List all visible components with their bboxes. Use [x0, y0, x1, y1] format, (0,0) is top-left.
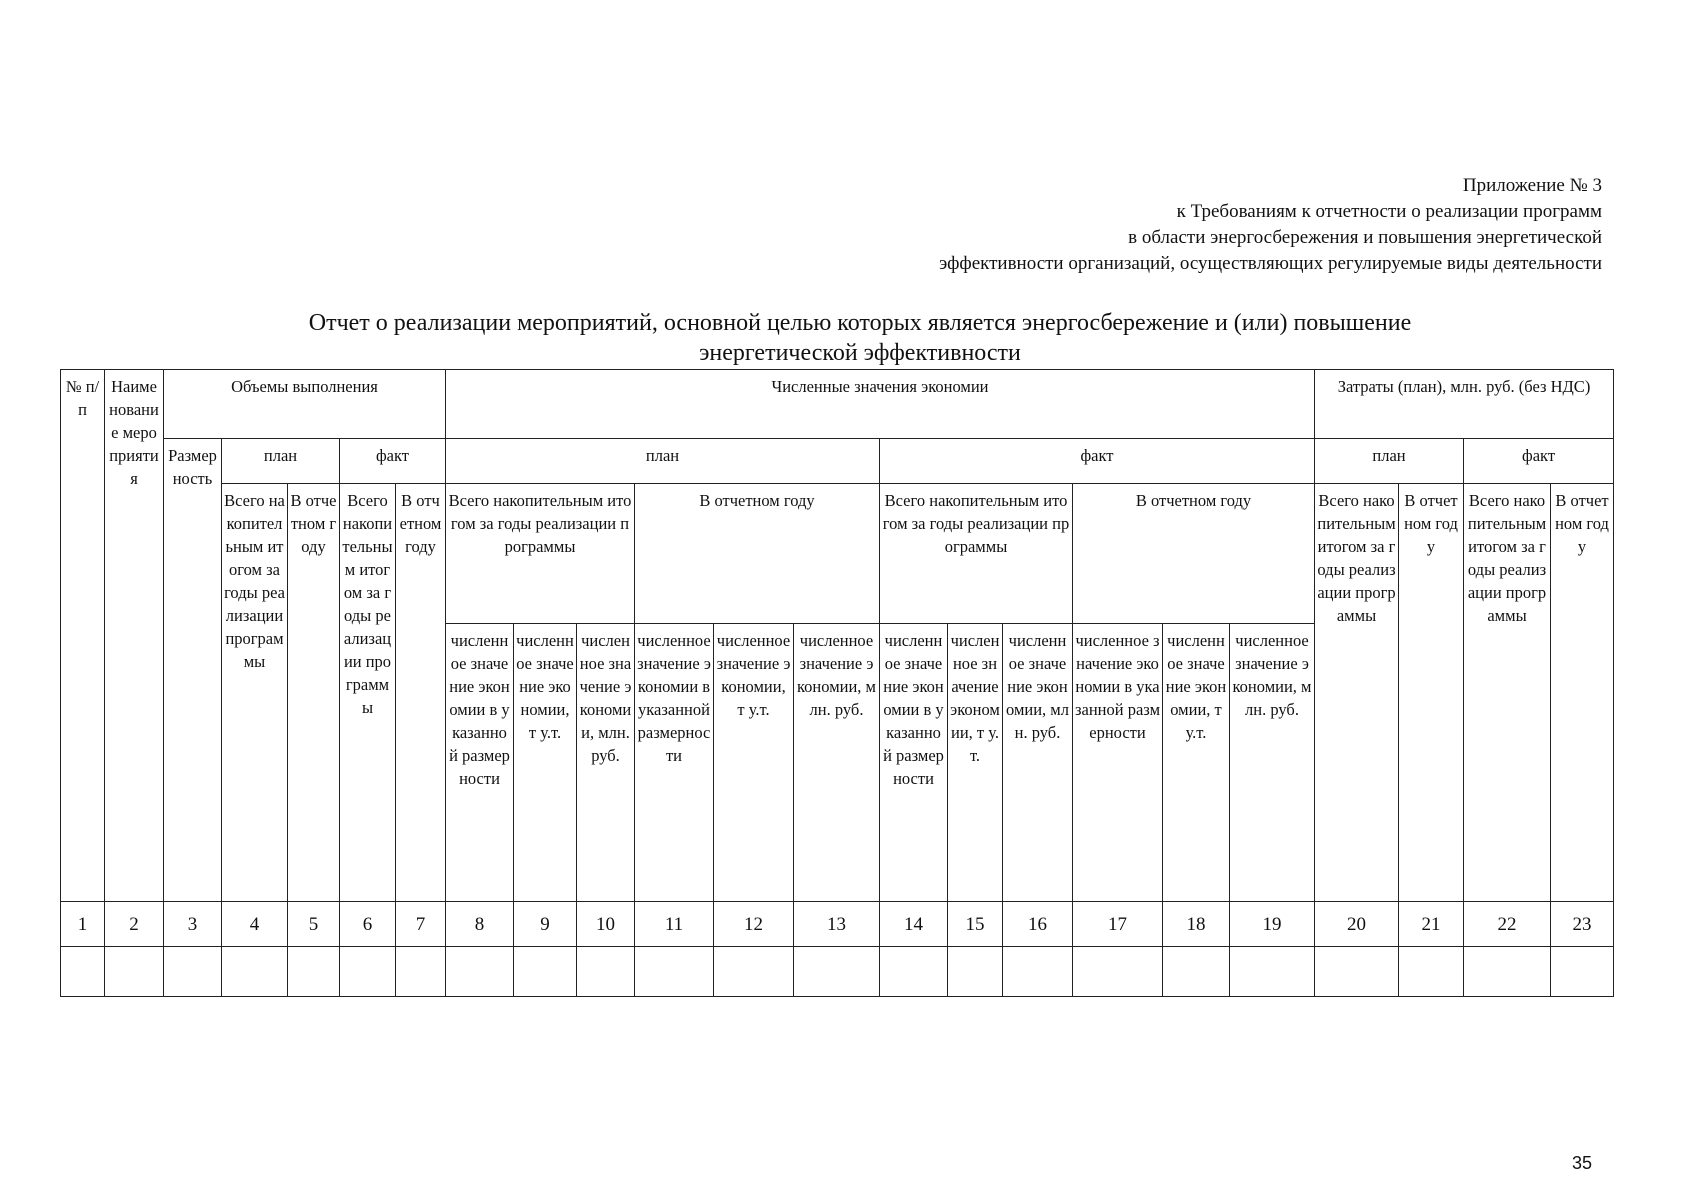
header-costs-plan-year: В отчетном году — [1399, 484, 1464, 902]
empty-cell — [1163, 947, 1230, 997]
header-number: № п/п — [61, 370, 105, 902]
column-number: 20 — [1315, 902, 1399, 947]
header-volume-fact-total: Всего накопительным итогом за годы реализации программы — [340, 484, 396, 902]
column-number: 2 — [105, 902, 164, 947]
column-number: 3 — [164, 902, 222, 947]
empty-cell — [1003, 947, 1073, 997]
header-volumes-fact: факт — [340, 439, 446, 484]
empty-cell — [222, 947, 288, 997]
header-savings: Численные значения экономии — [446, 370, 1315, 439]
empty-cell — [794, 947, 880, 997]
header-plan-year-tut: численное значение экономии, т у.т. — [714, 624, 794, 902]
column-number: 21 — [1399, 902, 1464, 947]
header-savings-fact: факт — [880, 439, 1315, 484]
header-costs-fact-year: В отчетном году — [1551, 484, 1614, 902]
header-volume-fact-year: В отчетном году — [396, 484, 446, 902]
header-fact-total-tut: численное значение экономии, т у.т. — [948, 624, 1003, 902]
report-title-line-1: Отчет о реализации мероприятий, основной целью которых является энергосбережение и (или) повышение — [308, 310, 1412, 336]
empty-cell — [1551, 947, 1614, 997]
header-plan-total-tut: численное значение экономии, т у.т. — [514, 624, 577, 902]
column-number: 23 — [1551, 902, 1614, 947]
column-number: 10 — [577, 902, 635, 947]
appendix-line-4: эффективности организаций, осуществляющих регулируемые виды деятельности — [939, 253, 1602, 274]
empty-cell — [880, 947, 948, 997]
header-volumes-plan: план — [222, 439, 340, 484]
header-costs-fact-total: Всего накопительным итогом за годы реализации программы — [1464, 484, 1551, 902]
empty-cell — [396, 947, 446, 997]
empty-cell — [1073, 947, 1163, 997]
empty-cell — [288, 947, 340, 997]
appendix-line-1: Приложение № 3 — [1462, 175, 1602, 196]
column-number: 19 — [1230, 902, 1315, 947]
appendix-line-3: в области энергосбережения и повышения энергетической — [1128, 227, 1602, 248]
header-fact-total-rub: численное значение экономии, млн. руб. — [1003, 624, 1073, 902]
column-number: 22 — [1464, 902, 1551, 947]
empty-cell — [1399, 947, 1464, 997]
column-number: 11 — [635, 902, 714, 947]
header-fact-year-dim: численное значение экономии в указанной размерности — [1073, 624, 1163, 902]
column-number: 16 — [1003, 902, 1073, 947]
column-number: 1 — [61, 902, 105, 947]
header-savings-plan-total: Всего накопительным итогом за годы реализации программы — [446, 484, 635, 624]
header-costs-fact: факт — [1464, 439, 1614, 484]
header-fact-year-tut: численное значение экономии, т у.т. — [1163, 624, 1230, 902]
column-number: 14 — [880, 902, 948, 947]
appendix-header — [939, 173, 1602, 277]
report-title-line-2: энергетической эффективности — [699, 340, 1021, 366]
report-title — [60, 308, 1660, 368]
column-number: 15 — [948, 902, 1003, 947]
header-fact-total-dim: численное значение экономии в указанной размерности — [880, 624, 948, 902]
empty-cell — [948, 947, 1003, 997]
header-plan-total-dim: численное значение экономии в указанной размерности — [446, 624, 514, 902]
column-number: 12 — [714, 902, 794, 947]
header-fact-year-rub: численное значение экономии, млн. руб. — [1230, 624, 1315, 902]
empty-cell — [105, 947, 164, 997]
column-number: 7 — [396, 902, 446, 947]
column-number: 9 — [514, 902, 577, 947]
column-number: 17 — [1073, 902, 1163, 947]
header-plan-year-dim: численное значение экономии в указанной размерности — [635, 624, 714, 902]
header-savings-fact-total: Всего накопительным итогом за годы реализации программы — [880, 484, 1073, 624]
header-measure-name: Наименование мероприятия — [105, 370, 164, 902]
header-plan-year-rub: численное значение экономии, млн. руб. — [794, 624, 880, 902]
column-number: 4 — [222, 902, 288, 947]
header-volumes: Объемы выполнения — [164, 370, 446, 439]
header-plan-total-rub: численное значение экономии, млн. руб. — [577, 624, 635, 902]
page-number: 35 — [1571, 1153, 1592, 1173]
empty-cell — [340, 947, 396, 997]
empty-cell — [1230, 947, 1315, 997]
column-number: 18 — [1163, 902, 1230, 947]
empty-data-row — [61, 947, 1614, 997]
empty-cell — [61, 947, 105, 997]
empty-cell — [514, 947, 577, 997]
appendix-line-2: к Требованиям к отчетности о реализации программ — [1176, 201, 1602, 222]
report-table — [60, 369, 1614, 997]
column-number: 5 — [288, 902, 340, 947]
empty-cell — [577, 947, 635, 997]
empty-cell — [1315, 947, 1399, 997]
empty-cell — [635, 947, 714, 997]
header-volume-plan-total: Всего накопительным итогом за годы реализации программы — [222, 484, 288, 902]
header-costs-plan: план — [1315, 439, 1464, 484]
column-number: 6 — [340, 902, 396, 947]
column-number-row — [61, 902, 1614, 947]
header-savings-plan-year: В отчетном году — [635, 484, 880, 624]
empty-cell — [714, 947, 794, 997]
empty-cell — [446, 947, 514, 997]
header-volume-plan-year: В отчетном году — [288, 484, 340, 902]
header-costs: Затраты (план), млн. руб. (без НДС) — [1315, 370, 1614, 439]
header-dimension: Размерность — [164, 439, 222, 902]
column-number: 8 — [446, 902, 514, 947]
empty-cell — [1464, 947, 1551, 997]
header-savings-plan: план — [446, 439, 880, 484]
header-costs-plan-total: Всего накопительным итогом за годы реализации программы — [1315, 484, 1399, 902]
empty-cell — [164, 947, 222, 997]
header-savings-fact-year: В отчетном году — [1073, 484, 1315, 624]
column-number: 13 — [794, 902, 880, 947]
